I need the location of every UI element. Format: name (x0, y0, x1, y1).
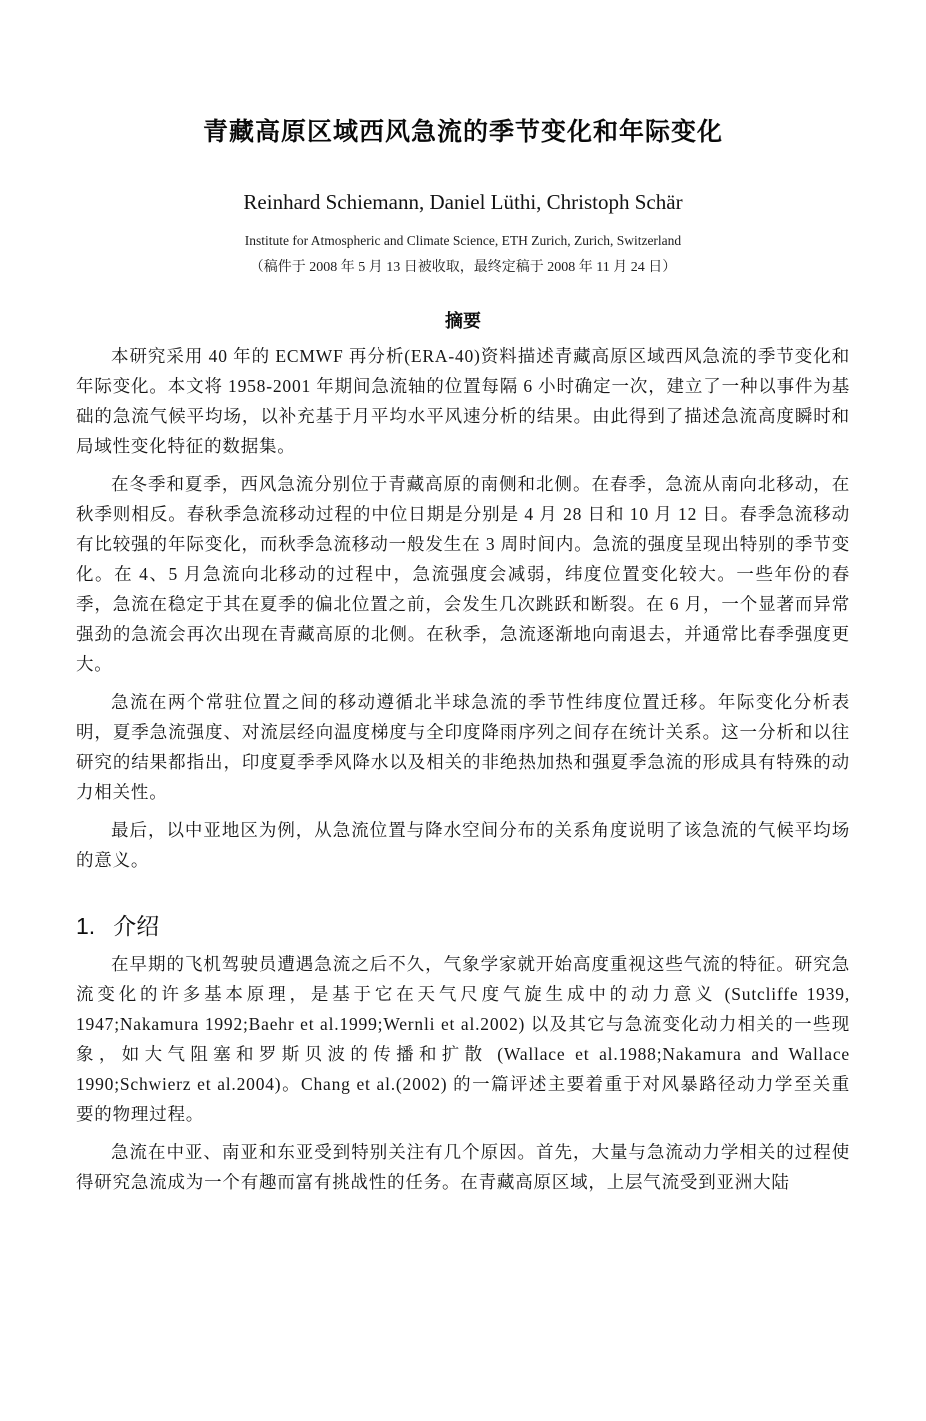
paper-title: 青藏高原区域西风急流的季节变化和年际变化 (202, 118, 723, 146)
abstract-heading: 摘要 (445, 311, 481, 331)
manuscript-dates-note: （稿件于 2008 年 5 月 13 日被收取，最终定稿于 2008 年 11 月 24 日） (249, 260, 677, 275)
section-1-heading (76, 908, 850, 941)
section-1-number: 1. (76, 913, 96, 939)
abstract-paragraph-1: 本研究采用 40 年的 ECMWF 再分析(ERA-40)资料描述青藏高原区域西风急流的季节变化和年际变化。本文将 1958-2001 年期间急流轴的位置每隔 6 小时确定一次，建立了一种以事件为基础的急流气候平均场，以补充基于月平均水平风速分析的结果。由此得到了描述急流高度瞬时和局域性变化特征的数据集。 (76, 346, 850, 456)
abstract-paragraph-4: 最后，以中亚地区为例，从急流位置与降水空间分布的关系角度说明了该急流的气候平均场的意义。 (76, 820, 850, 870)
abstract-section (76, 307, 850, 875)
abstract-paragraph-2: 在冬季和夏季，西风急流分别位于青藏高原的南侧和北侧。在春季，急流从南向北移动，在秋季则相反。春秋季急流移动过程的中位日期是分别是 4 月 28 日和 10 月 12 日。春季急流移动有比较强的年际变化，而秋季急流移动一般发生在 3 周时间内。急流的强度呈现出特别的季节变化。在 4、5 月急流向北移动的过程中，急流强度会减弱，纬度位置变化较大。一些年份的春季，急流在稳定于其在夏季的偏北位置之前，会发生几次跳跃和断裂。在 6 月，一个显著而异常强劲的急流会再次出现在青藏高原的北侧。在秋季，急流逐渐地向南退去，并通常比春季强度更大。 (76, 474, 850, 674)
introduction-paragraph-2: 急流在中亚、南亚和东亚受到特别关注有几个原因。首先，大量与急流动力学相关的过程使得研究急流成为一个有趣而富有挑战性的任务。在青藏高原区域，上层气流受到亚洲大陆 (76, 1142, 850, 1192)
section-1-title: 介绍 (113, 913, 160, 939)
introduction-paragraph-1: 在早期的飞机驾驶员遭遇急流之后不久，气象学家就开始高度重视这些气流的特征。研究急流变化的许多基本原理，是基于它在天气尺度气旋生成中的动力意义 (Sutcliffe 1939, 1947;Nakamura 1992;Baehr et al.1999;Wernli et al.2002) 以及其它与急流变化动力相关的一些现象，如大气阻塞和罗斯贝波的传播和扩散 (Wallace et al.1988;Nakamura and Wallace 1990;Schwierz et al.2004)。Chang et al.(2002) 的一篇评述主要着重于对风暴路径动力学至关重要的物理过程。 (76, 954, 850, 1124)
abstract-paragraph-3: 急流在两个常驻位置之间的移动遵循北半球急流的季节性纬度位置迁移。年际变化分析表明，夏季急流强度、对流层经向温度梯度与全印度降雨序列之间存在统计关系。这一分析和以往研究的结果都指出，印度夏季季风降水以及相关的非绝热加热和强夏季急流的形成具有特殊的动力相关性。 (76, 692, 850, 802)
introduction-section (76, 908, 850, 1197)
authors-line: Reinhard Schiemann, Daniel Lüthi, Christoph Schär (243, 190, 683, 214)
paper-page (0, 112, 926, 1421)
affiliation-line: Institute for Atmospheric and Climate Science, ETH Zurich, Zurich, Switzerland (244, 233, 682, 248)
